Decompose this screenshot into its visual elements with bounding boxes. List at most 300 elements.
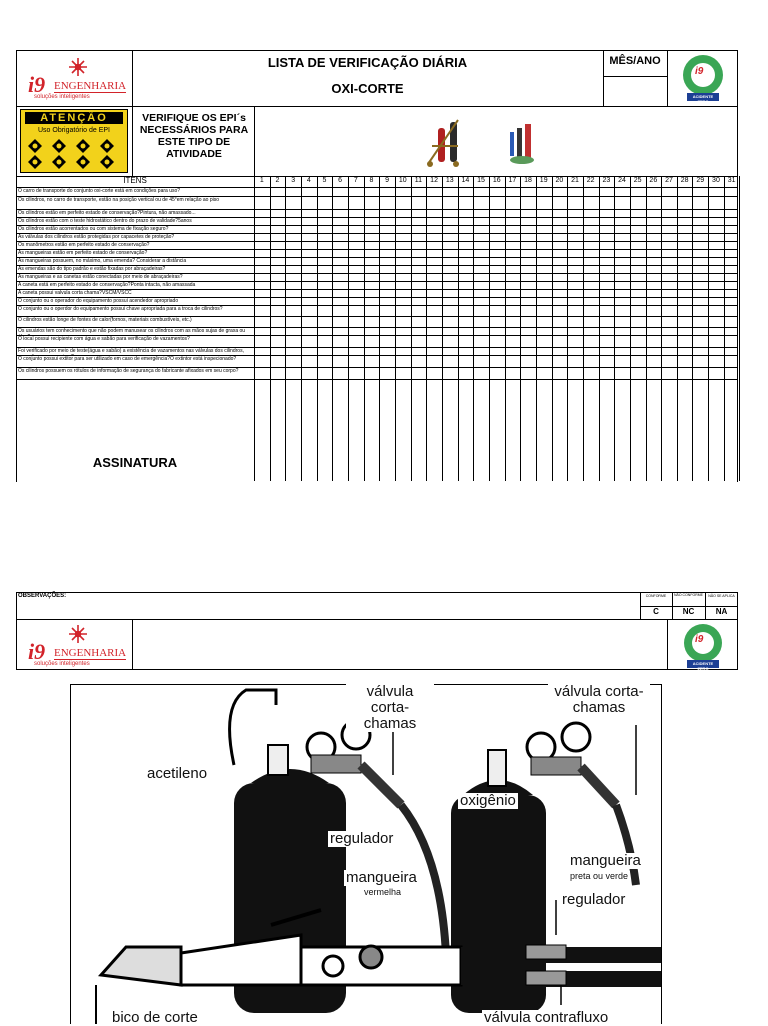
check-cell[interactable] <box>412 218 427 225</box>
check-cell[interactable] <box>302 290 317 297</box>
check-cell[interactable] <box>725 234 740 241</box>
check-cell[interactable] <box>396 328 411 335</box>
check-cell[interactable] <box>271 242 286 249</box>
check-cell[interactable] <box>318 210 333 217</box>
check-cell[interactable] <box>600 210 615 217</box>
check-cell[interactable] <box>302 368 317 379</box>
check-cell[interactable] <box>600 188 615 196</box>
check-cell[interactable] <box>553 242 568 249</box>
check-cell[interactable] <box>365 298 380 305</box>
check-cell[interactable] <box>443 298 458 305</box>
check-cell[interactable] <box>725 266 740 273</box>
check-cell[interactable] <box>693 290 708 297</box>
check-cell[interactable] <box>600 274 615 281</box>
check-cell[interactable] <box>271 368 286 379</box>
check-cell[interactable] <box>647 218 662 225</box>
check-cell[interactable] <box>333 298 348 305</box>
signature-cell[interactable] <box>631 380 646 481</box>
check-cell[interactable] <box>286 242 301 249</box>
check-cell[interactable] <box>537 336 552 347</box>
check-cell[interactable] <box>615 218 630 225</box>
check-cell[interactable] <box>412 356 427 367</box>
check-cell[interactable] <box>255 250 270 257</box>
check-cell[interactable] <box>568 197 583 209</box>
check-cell[interactable] <box>521 266 536 273</box>
check-cell[interactable] <box>365 356 380 367</box>
check-cell[interactable] <box>647 368 662 379</box>
check-cell[interactable] <box>662 348 677 355</box>
check-cell[interactable] <box>647 234 662 241</box>
check-cell[interactable] <box>678 298 693 305</box>
signature-cell[interactable] <box>412 380 427 481</box>
check-cell[interactable] <box>537 317 552 327</box>
check-cell[interactable] <box>380 356 395 367</box>
signature-cell[interactable] <box>693 380 708 481</box>
check-cell[interactable] <box>396 250 411 257</box>
check-cell[interactable] <box>490 197 505 209</box>
check-cell[interactable] <box>568 188 583 196</box>
check-cell[interactable] <box>709 298 724 305</box>
check-cell[interactable] <box>600 197 615 209</box>
check-cell[interactable] <box>412 328 427 335</box>
check-cell[interactable] <box>333 368 348 379</box>
check-cell[interactable] <box>537 348 552 355</box>
check-cell[interactable] <box>286 250 301 257</box>
check-cell[interactable] <box>271 306 286 316</box>
check-cell[interactable] <box>365 258 380 265</box>
check-cell[interactable] <box>255 210 270 217</box>
check-cell[interactable] <box>474 282 489 289</box>
check-cell[interactable] <box>443 274 458 281</box>
check-cell[interactable] <box>600 356 615 367</box>
check-cell[interactable] <box>678 250 693 257</box>
check-cell[interactable] <box>568 218 583 225</box>
check-cell[interactable] <box>286 274 301 281</box>
check-cell[interactable] <box>584 282 599 289</box>
check-cell[interactable] <box>443 226 458 233</box>
check-cell[interactable] <box>631 368 646 379</box>
check-cell[interactable] <box>333 290 348 297</box>
check-cell[interactable] <box>678 356 693 367</box>
check-cell[interactable] <box>600 226 615 233</box>
check-cell[interactable] <box>568 226 583 233</box>
check-cell[interactable] <box>255 258 270 265</box>
check-cell[interactable] <box>647 266 662 273</box>
check-cell[interactable] <box>459 356 474 367</box>
check-cell[interactable] <box>662 242 677 249</box>
check-cell[interactable] <box>725 348 740 355</box>
check-cell[interactable] <box>474 242 489 249</box>
check-cell[interactable] <box>506 210 521 217</box>
signature-cell[interactable] <box>584 380 599 481</box>
check-cell[interactable] <box>709 274 724 281</box>
check-cell[interactable] <box>459 282 474 289</box>
signature-cell[interactable] <box>709 380 724 481</box>
check-cell[interactable] <box>584 317 599 327</box>
check-cell[interactable] <box>709 266 724 273</box>
check-cell[interactable] <box>443 306 458 316</box>
check-cell[interactable] <box>615 317 630 327</box>
check-cell[interactable] <box>427 242 442 249</box>
check-cell[interactable] <box>349 356 364 367</box>
check-cell[interactable] <box>568 306 583 316</box>
check-cell[interactable] <box>412 274 427 281</box>
check-cell[interactable] <box>693 197 708 209</box>
check-cell[interactable] <box>286 328 301 335</box>
check-cell[interactable] <box>349 282 364 289</box>
check-cell[interactable] <box>693 188 708 196</box>
check-cell[interactable] <box>553 266 568 273</box>
check-cell[interactable] <box>427 218 442 225</box>
check-cell[interactable] <box>490 306 505 316</box>
check-cell[interactable] <box>302 226 317 233</box>
check-cell[interactable] <box>693 242 708 249</box>
check-cell[interactable] <box>286 218 301 225</box>
check-cell[interactable] <box>349 234 364 241</box>
check-cell[interactable] <box>709 197 724 209</box>
check-cell[interactable] <box>537 188 552 196</box>
check-cell[interactable] <box>318 348 333 355</box>
check-cell[interactable] <box>693 368 708 379</box>
check-cell[interactable] <box>678 258 693 265</box>
check-cell[interactable] <box>380 282 395 289</box>
check-cell[interactable] <box>647 336 662 347</box>
check-cell[interactable] <box>709 210 724 217</box>
check-cell[interactable] <box>427 266 442 273</box>
check-cell[interactable] <box>380 328 395 335</box>
check-cell[interactable] <box>396 368 411 379</box>
check-cell[interactable] <box>506 290 521 297</box>
check-cell[interactable] <box>474 368 489 379</box>
check-cell[interactable] <box>568 356 583 367</box>
check-cell[interactable] <box>521 282 536 289</box>
check-cell[interactable] <box>459 218 474 225</box>
check-cell[interactable] <box>537 356 552 367</box>
check-cell[interactable] <box>365 348 380 355</box>
check-cell[interactable] <box>318 188 333 196</box>
check-cell[interactable] <box>255 234 270 241</box>
check-cell[interactable] <box>427 226 442 233</box>
check-cell[interactable] <box>662 317 677 327</box>
check-cell[interactable] <box>286 290 301 297</box>
check-cell[interactable] <box>271 234 286 241</box>
check-cell[interactable] <box>255 242 270 249</box>
check-cell[interactable] <box>647 197 662 209</box>
check-cell[interactable] <box>271 226 286 233</box>
check-cell[interactable] <box>725 368 740 379</box>
check-cell[interactable] <box>568 234 583 241</box>
check-cell[interactable] <box>521 242 536 249</box>
check-cell[interactable] <box>693 298 708 305</box>
check-cell[interactable] <box>678 242 693 249</box>
check-cell[interactable] <box>412 290 427 297</box>
check-cell[interactable] <box>568 336 583 347</box>
check-cell[interactable] <box>349 368 364 379</box>
check-cell[interactable] <box>412 258 427 265</box>
signature-cell[interactable] <box>600 380 615 481</box>
check-cell[interactable] <box>506 258 521 265</box>
check-cell[interactable] <box>600 258 615 265</box>
check-cell[interactable] <box>474 328 489 335</box>
check-cell[interactable] <box>380 274 395 281</box>
check-cell[interactable] <box>568 274 583 281</box>
check-cell[interactable] <box>490 242 505 249</box>
check-cell[interactable] <box>302 210 317 217</box>
check-cell[interactable] <box>271 336 286 347</box>
check-cell[interactable] <box>537 210 552 217</box>
check-cell[interactable] <box>521 258 536 265</box>
check-cell[interactable] <box>459 234 474 241</box>
check-cell[interactable] <box>506 234 521 241</box>
check-cell[interactable] <box>474 356 489 367</box>
check-cell[interactable] <box>349 218 364 225</box>
check-cell[interactable] <box>693 226 708 233</box>
signature-cell[interactable] <box>333 380 348 481</box>
check-cell[interactable] <box>271 317 286 327</box>
check-cell[interactable] <box>553 317 568 327</box>
check-cell[interactable] <box>443 210 458 217</box>
check-cell[interactable] <box>474 336 489 347</box>
check-cell[interactable] <box>678 368 693 379</box>
check-cell[interactable] <box>553 218 568 225</box>
check-cell[interactable] <box>709 234 724 241</box>
check-cell[interactable] <box>662 197 677 209</box>
check-cell[interactable] <box>302 242 317 249</box>
check-cell[interactable] <box>521 328 536 335</box>
check-cell[interactable] <box>255 356 270 367</box>
check-cell[interactable] <box>474 234 489 241</box>
check-cell[interactable] <box>678 266 693 273</box>
check-cell[interactable] <box>349 348 364 355</box>
check-cell[interactable] <box>725 317 740 327</box>
check-cell[interactable] <box>647 210 662 217</box>
check-cell[interactable] <box>693 282 708 289</box>
check-cell[interactable] <box>631 188 646 196</box>
check-cell[interactable] <box>255 188 270 196</box>
check-cell[interactable] <box>725 282 740 289</box>
check-cell[interactable] <box>365 274 380 281</box>
check-cell[interactable] <box>412 368 427 379</box>
check-cell[interactable] <box>412 188 427 196</box>
check-cell[interactable] <box>506 348 521 355</box>
check-cell[interactable] <box>521 368 536 379</box>
check-cell[interactable] <box>631 226 646 233</box>
check-cell[interactable] <box>615 250 630 257</box>
check-cell[interactable] <box>474 188 489 196</box>
check-cell[interactable] <box>286 336 301 347</box>
check-cell[interactable] <box>443 188 458 196</box>
check-cell[interactable] <box>506 282 521 289</box>
check-cell[interactable] <box>333 250 348 257</box>
check-cell[interactable] <box>302 274 317 281</box>
check-cell[interactable] <box>600 336 615 347</box>
check-cell[interactable] <box>568 210 583 217</box>
check-cell[interactable] <box>380 317 395 327</box>
check-cell[interactable] <box>662 290 677 297</box>
check-cell[interactable] <box>318 197 333 209</box>
check-cell[interactable] <box>459 298 474 305</box>
check-cell[interactable] <box>427 282 442 289</box>
check-cell[interactable] <box>584 250 599 257</box>
check-cell[interactable] <box>662 258 677 265</box>
check-cell[interactable] <box>427 298 442 305</box>
check-cell[interactable] <box>647 328 662 335</box>
signature-cell[interactable] <box>443 380 458 481</box>
check-cell[interactable] <box>396 266 411 273</box>
check-cell[interactable] <box>521 356 536 367</box>
check-cell[interactable] <box>318 336 333 347</box>
check-cell[interactable] <box>600 290 615 297</box>
check-cell[interactable] <box>584 306 599 316</box>
check-cell[interactable] <box>662 266 677 273</box>
check-cell[interactable] <box>553 290 568 297</box>
check-cell[interactable] <box>631 290 646 297</box>
check-cell[interactable] <box>349 266 364 273</box>
check-cell[interactable] <box>662 328 677 335</box>
check-cell[interactable] <box>725 336 740 347</box>
check-cell[interactable] <box>255 348 270 355</box>
check-cell[interactable] <box>365 328 380 335</box>
check-cell[interactable] <box>678 290 693 297</box>
check-cell[interactable] <box>490 188 505 196</box>
check-cell[interactable] <box>537 298 552 305</box>
check-cell[interactable] <box>584 368 599 379</box>
check-cell[interactable] <box>693 348 708 355</box>
check-cell[interactable] <box>380 197 395 209</box>
check-cell[interactable] <box>631 274 646 281</box>
check-cell[interactable] <box>443 218 458 225</box>
check-cell[interactable] <box>474 218 489 225</box>
check-cell[interactable] <box>412 317 427 327</box>
check-cell[interactable] <box>459 368 474 379</box>
check-cell[interactable] <box>506 266 521 273</box>
check-cell[interactable] <box>459 250 474 257</box>
check-cell[interactable] <box>396 336 411 347</box>
check-cell[interactable] <box>349 328 364 335</box>
check-cell[interactable] <box>506 356 521 367</box>
check-cell[interactable] <box>255 282 270 289</box>
check-cell[interactable] <box>693 218 708 225</box>
check-cell[interactable] <box>647 290 662 297</box>
check-cell[interactable] <box>615 282 630 289</box>
check-cell[interactable] <box>365 242 380 249</box>
check-cell[interactable] <box>286 266 301 273</box>
check-cell[interactable] <box>271 298 286 305</box>
check-cell[interactable] <box>600 234 615 241</box>
check-cell[interactable] <box>568 348 583 355</box>
check-cell[interactable] <box>584 218 599 225</box>
check-cell[interactable] <box>396 218 411 225</box>
check-cell[interactable] <box>615 356 630 367</box>
check-cell[interactable] <box>333 266 348 273</box>
check-cell[interactable] <box>662 234 677 241</box>
check-cell[interactable] <box>286 226 301 233</box>
check-cell[interactable] <box>568 298 583 305</box>
check-cell[interactable] <box>302 234 317 241</box>
month-year-field[interactable] <box>604 77 666 105</box>
check-cell[interactable] <box>647 306 662 316</box>
check-cell[interactable] <box>615 258 630 265</box>
check-cell[interactable] <box>647 298 662 305</box>
check-cell[interactable] <box>725 258 740 265</box>
check-cell[interactable] <box>286 356 301 367</box>
check-cell[interactable] <box>271 266 286 273</box>
check-cell[interactable] <box>255 306 270 316</box>
check-cell[interactable] <box>709 242 724 249</box>
check-cell[interactable] <box>459 258 474 265</box>
check-cell[interactable] <box>678 234 693 241</box>
check-cell[interactable] <box>349 298 364 305</box>
check-cell[interactable] <box>286 258 301 265</box>
check-cell[interactable] <box>412 348 427 355</box>
check-cell[interactable] <box>443 197 458 209</box>
check-cell[interactable] <box>365 210 380 217</box>
check-cell[interactable] <box>271 218 286 225</box>
check-cell[interactable] <box>506 328 521 335</box>
check-cell[interactable] <box>725 188 740 196</box>
check-cell[interactable] <box>396 234 411 241</box>
check-cell[interactable] <box>271 328 286 335</box>
check-cell[interactable] <box>474 290 489 297</box>
check-cell[interactable] <box>537 306 552 316</box>
check-cell[interactable] <box>506 274 521 281</box>
check-cell[interactable] <box>725 356 740 367</box>
check-cell[interactable] <box>568 328 583 335</box>
check-cell[interactable] <box>443 266 458 273</box>
check-cell[interactable] <box>521 336 536 347</box>
check-cell[interactable] <box>412 282 427 289</box>
check-cell[interactable] <box>286 188 301 196</box>
check-cell[interactable] <box>662 218 677 225</box>
check-cell[interactable] <box>537 234 552 241</box>
check-cell[interactable] <box>678 210 693 217</box>
check-cell[interactable] <box>490 266 505 273</box>
check-cell[interactable] <box>443 282 458 289</box>
check-cell[interactable] <box>474 197 489 209</box>
check-cell[interactable] <box>709 188 724 196</box>
check-cell[interactable] <box>271 290 286 297</box>
check-cell[interactable] <box>396 226 411 233</box>
check-cell[interactable] <box>647 250 662 257</box>
check-cell[interactable] <box>709 336 724 347</box>
check-cell[interactable] <box>584 210 599 217</box>
check-cell[interactable] <box>474 210 489 217</box>
check-cell[interactable] <box>318 218 333 225</box>
check-cell[interactable] <box>286 234 301 241</box>
check-cell[interactable] <box>709 258 724 265</box>
check-cell[interactable] <box>725 242 740 249</box>
check-cell[interactable] <box>647 356 662 367</box>
check-cell[interactable] <box>349 197 364 209</box>
check-cell[interactable] <box>506 218 521 225</box>
check-cell[interactable] <box>506 197 521 209</box>
check-cell[interactable] <box>427 348 442 355</box>
check-cell[interactable] <box>459 348 474 355</box>
check-cell[interactable] <box>521 306 536 316</box>
check-cell[interactable] <box>333 348 348 355</box>
check-cell[interactable] <box>600 368 615 379</box>
check-cell[interactable] <box>474 226 489 233</box>
check-cell[interactable] <box>709 317 724 327</box>
check-cell[interactable] <box>725 306 740 316</box>
check-cell[interactable] <box>553 197 568 209</box>
check-cell[interactable] <box>678 306 693 316</box>
check-cell[interactable] <box>459 188 474 196</box>
check-cell[interactable] <box>427 197 442 209</box>
check-cell[interactable] <box>553 250 568 257</box>
check-cell[interactable] <box>537 218 552 225</box>
check-cell[interactable] <box>584 298 599 305</box>
